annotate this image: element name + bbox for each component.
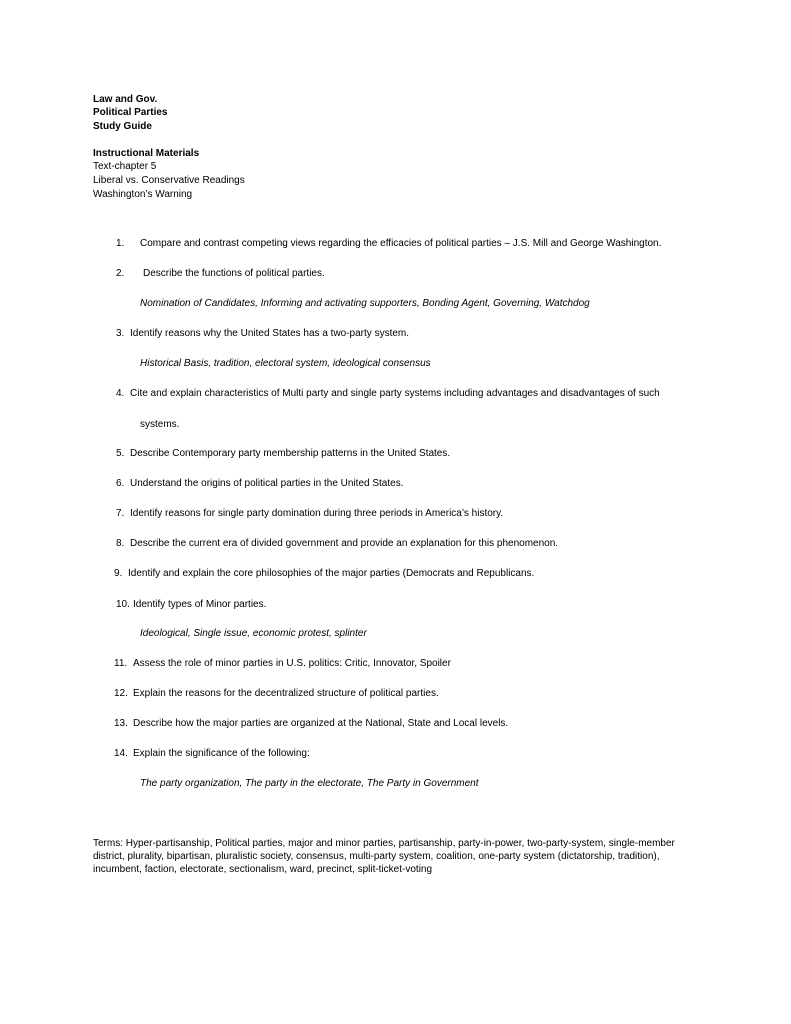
question-text: Describe the current era of divided government and provide an explanation for this phenomenon. [130, 538, 559, 549]
materials-heading: Instructional Materials [93, 148, 200, 159]
question-text: Identify reasons for single party domination during three periods in America’s history. [130, 508, 504, 519]
material-item: Liberal vs. Conservative Readings [93, 175, 245, 186]
question-text: Describe Contemporary party membership patterns in the United States. [130, 448, 451, 459]
course-title: Law and Gov. [93, 94, 158, 105]
doc-type-title: Study Guide [93, 121, 152, 132]
question-text: Describe how the major parties are organized at the National, State and Local levels. [133, 718, 509, 729]
question-text: Identify and explain the core philosophies of the major parties (Democrats and Republicans. [128, 568, 535, 579]
question-text: Cite and explain characteristics of Multi party and single party systems including advantages and disadvantages of such [130, 388, 660, 399]
question-number: 14. [114, 748, 128, 759]
question-number: 6. [116, 478, 125, 489]
question-number: 13. [114, 718, 128, 729]
material-item: Text-chapter 5 [93, 161, 157, 172]
question-subpoints: Nomination of Candidates, Informing and activating supporters, Bonding Agent, Governing, Watchdog [140, 298, 590, 309]
question-text: Identify reasons why the United States has a two-party system. [130, 328, 410, 339]
question-text: Identify types of Minor parties. [133, 599, 267, 610]
question-text: Assess the role of minor parties in U.S. politics: Critic, Innovator, Spoiler [133, 658, 451, 669]
question-text: Compare and contrast competing views regarding the efficacies of political parties – J.S. Mill and George Washington. [140, 238, 662, 249]
question-subpoints: Historical Basis, tradition, electoral system, ideological consensus [140, 358, 431, 369]
question-number: 4. [116, 388, 125, 399]
question-number: 8. [116, 538, 125, 549]
question-text-continued: systems. [140, 419, 180, 430]
topic-title: Political Parties [93, 107, 168, 118]
material-item: Washington’s Warning [93, 189, 193, 200]
question-number: 1. [116, 238, 125, 249]
question-number: 12. [114, 688, 128, 699]
question-number: 3. [116, 328, 125, 339]
question-number: 5. [116, 448, 125, 459]
question-number: 11. [114, 658, 128, 669]
question-subpoints: The party organization, The party in the electorate, The Party in Government [140, 778, 479, 789]
question-subpoints: Ideological, Single issue, economic protest, splinter [140, 628, 367, 639]
question-text: Explain the reasons for the decentralized structure of political parties. [133, 688, 439, 699]
question-text: Understand the origins of political parties in the United States. [130, 478, 404, 489]
question-text: Explain the significance of the following: [133, 748, 310, 759]
question-number: 2. [116, 268, 125, 279]
terms-paragraph: Terms: Hyper-partisanship, Political parties, major and minor parties, partisanship, party-in-power, two-party-system, single-member district, plurality, bipartisan, pluralistic society, consensus, multi-party system, coalition, one-party system (dictatorship, tradition), incumbent, faction, electorate, sectionalism, ward, precinct, split-ticket-voting [93, 838, 675, 875]
question-number: 9. [114, 568, 123, 579]
question-text: Describe the functions of political parties. [143, 268, 325, 279]
question-number: 7. [116, 508, 125, 519]
question-number: 10. [116, 599, 130, 610]
